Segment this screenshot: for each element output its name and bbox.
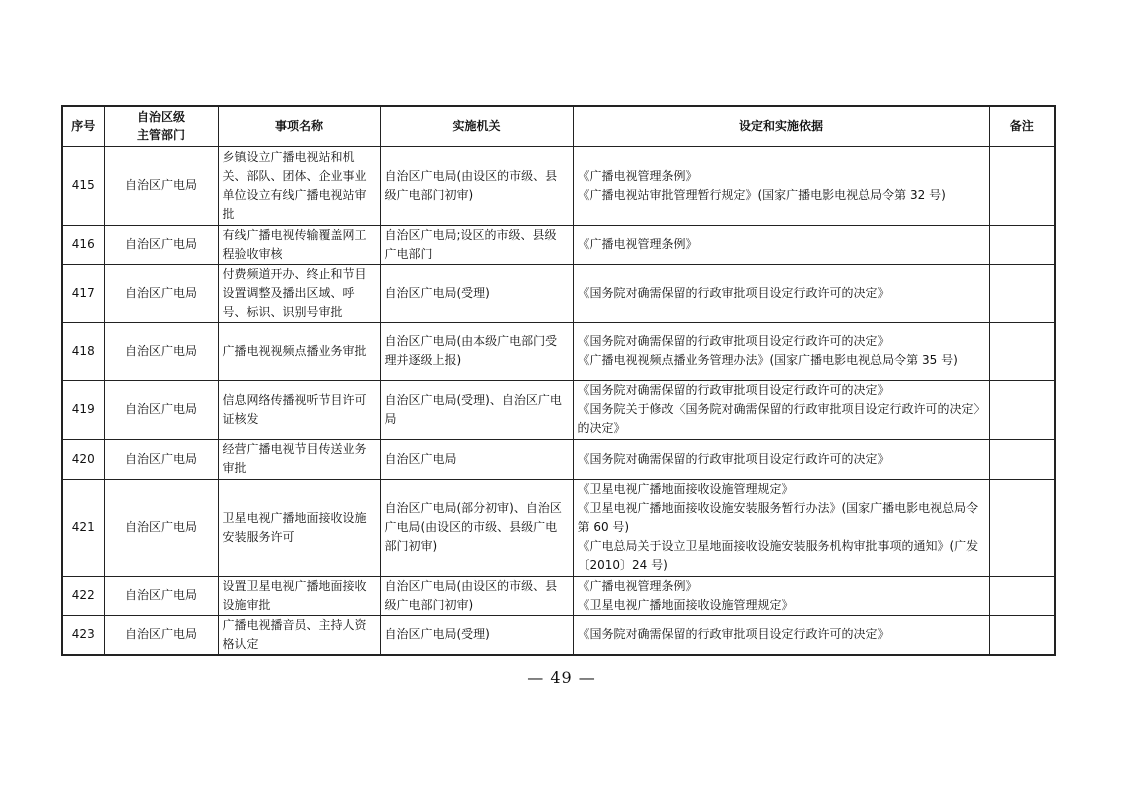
basis-line: 《卫星电视广播地面接收设施安装服务暂行办法》(国家广播电影电视总局令第 60 号): [577, 501, 979, 534]
row-basis: [573, 439, 989, 479]
row-dept: 自治区广电局: [104, 615, 218, 655]
row-basis: [573, 225, 989, 264]
row-agency: 自治区广电局(受理): [380, 615, 573, 655]
table-row: [62, 264, 1055, 322]
basis-line: 《广播电视管理条例》: [577, 237, 698, 251]
row-item-name: 设置卫星电视广播地面接收设施审批: [218, 576, 380, 615]
basis-line: 《广播电视管理条例》: [577, 578, 698, 593]
row-item-name: 经营广播电视节目传送业务审批: [218, 439, 380, 479]
row-agency: 自治区广电局(受理): [380, 264, 573, 322]
header-agency: 实施机关: [380, 106, 573, 146]
row-item-name: 有线广播电视传输覆盖网工程验收审核: [218, 225, 380, 264]
row-index: 421: [62, 479, 104, 576]
row-index: 422: [62, 576, 104, 615]
row-agency: 自治区广电局(由本级广电部门受理并逐级上报): [380, 322, 573, 380]
row-notes: [989, 576, 1055, 615]
row-index: 418: [62, 322, 104, 380]
row-dept: 自治区广电局: [104, 576, 218, 615]
header-basis: 设定和实施依据: [573, 106, 989, 146]
header-dept-line2: 主管部门: [136, 128, 185, 143]
table-row: [62, 615, 1055, 655]
table-row: [62, 479, 1055, 576]
row-agency: 自治区广电局(由设区的市级、县级广电部门初审): [380, 576, 573, 615]
table-header-row: [62, 106, 1055, 146]
row-index: 416: [62, 225, 104, 264]
row-notes: [989, 615, 1055, 655]
row-basis: [573, 380, 989, 439]
table-row: [62, 380, 1055, 439]
row-item-name: 付费频道开办、终止和节目设置调整及播出区域、呼号、标识、识别号审批: [218, 264, 380, 322]
row-notes: [989, 479, 1055, 576]
row-dept: 自治区广电局: [104, 264, 218, 322]
table-row: [62, 146, 1055, 225]
row-basis: [573, 264, 989, 322]
basis-line: 《广播电视视频点播业务管理办法》(国家广播电影电视总局令第 35 号): [577, 353, 958, 367]
row-agency: 自治区广电局(由设区的市级、县级广电部门初审): [380, 146, 573, 225]
table-row: [62, 225, 1055, 264]
row-index: 423: [62, 615, 104, 655]
header-notes: 备注: [989, 106, 1055, 146]
row-item-name: 广播电视播音员、主持人资格认定: [218, 615, 380, 655]
row-basis: [573, 322, 989, 380]
row-dept: 自治区广电局: [104, 322, 218, 380]
row-basis: [573, 146, 989, 225]
row-notes: [989, 439, 1055, 479]
basis-line: 《卫星电视广播地面接收设施管理规定》: [577, 597, 794, 612]
row-basis: [573, 615, 989, 655]
row-item-name: 卫星电视广播地面接收设施安装服务许可: [218, 479, 380, 576]
row-notes: [989, 322, 1055, 380]
basis-line: 《国务院对确需保留的行政审批项目设定行政许可的决定》: [577, 334, 890, 348]
table-body: [62, 146, 1055, 655]
row-agency: 自治区广电局;设区的市级、县级广电部门: [380, 225, 573, 264]
basis-line: 《卫星电视广播地面接收设施管理规定》: [577, 482, 794, 496]
row-index: 415: [62, 146, 104, 225]
basis-line: 《广播电视管理条例》: [577, 168, 698, 183]
row-dept: 自治区广电局: [104, 439, 218, 479]
table-row: [62, 439, 1055, 479]
page-number: — 49 —: [527, 668, 596, 687]
row-basis: [573, 576, 989, 615]
row-notes: [989, 264, 1055, 322]
row-agency: 自治区广电局(部分初审)、自治区广电局(由设区的市级、县级广电部门初审): [380, 479, 573, 576]
table-row: [62, 576, 1055, 615]
header-dept-line1: 自治区级: [136, 110, 185, 125]
row-dept: 自治区广电局: [104, 225, 218, 264]
header-dept: [104, 106, 218, 146]
basis-line: 《国务院关于修改〈国务院对确需保留的行政审批项目设定行政许可的决定〉的决定》: [577, 402, 980, 435]
approval-items-table: [61, 105, 1056, 656]
header-item: 事项名称: [218, 106, 380, 146]
basis-line: 《国务院对确需保留的行政审批项目设定行政许可的决定》: [577, 383, 890, 397]
row-index: 420: [62, 439, 104, 479]
basis-line: 《国务院对确需保留的行政审批项目设定行政许可的决定》: [577, 451, 890, 466]
row-basis: [573, 479, 989, 576]
row-dept: 自治区广电局: [104, 146, 218, 225]
row-item-name: 乡镇设立广播电视站和机关、部队、团体、企业事业单位设立有线广播电视站审批: [218, 146, 380, 225]
row-index: 417: [62, 264, 104, 322]
row-notes: [989, 380, 1055, 439]
basis-line: 《广电总局关于设立卫星地面接收设施安装服务机构审批事项的通知》(广发〔2010〕24 号): [577, 539, 979, 572]
table-row: [62, 322, 1055, 380]
basis-line: 《国务院对确需保留的行政审批项目设定行政许可的决定》: [577, 627, 890, 641]
row-agency: 自治区广电局(受理)、自治区广电局: [380, 380, 573, 439]
header-index: 序号: [62, 106, 104, 146]
row-agency: 自治区广电局: [380, 439, 573, 479]
basis-line: 《国务院对确需保留的行政审批项目设定行政许可的决定》: [577, 285, 890, 300]
row-notes: [989, 146, 1055, 225]
row-notes: [989, 225, 1055, 264]
row-dept: 自治区广电局: [104, 380, 218, 439]
row-item-name: 信息网络传播视听节目许可证核发: [218, 380, 380, 439]
row-dept: 自治区广电局: [104, 479, 218, 576]
row-item-name: 广播电视视频点播业务审批: [218, 322, 380, 380]
row-index: 419: [62, 380, 104, 439]
basis-line: 《广播电视站审批管理暂行规定》(国家广播电影电视总局令第 32 号): [577, 187, 946, 202]
